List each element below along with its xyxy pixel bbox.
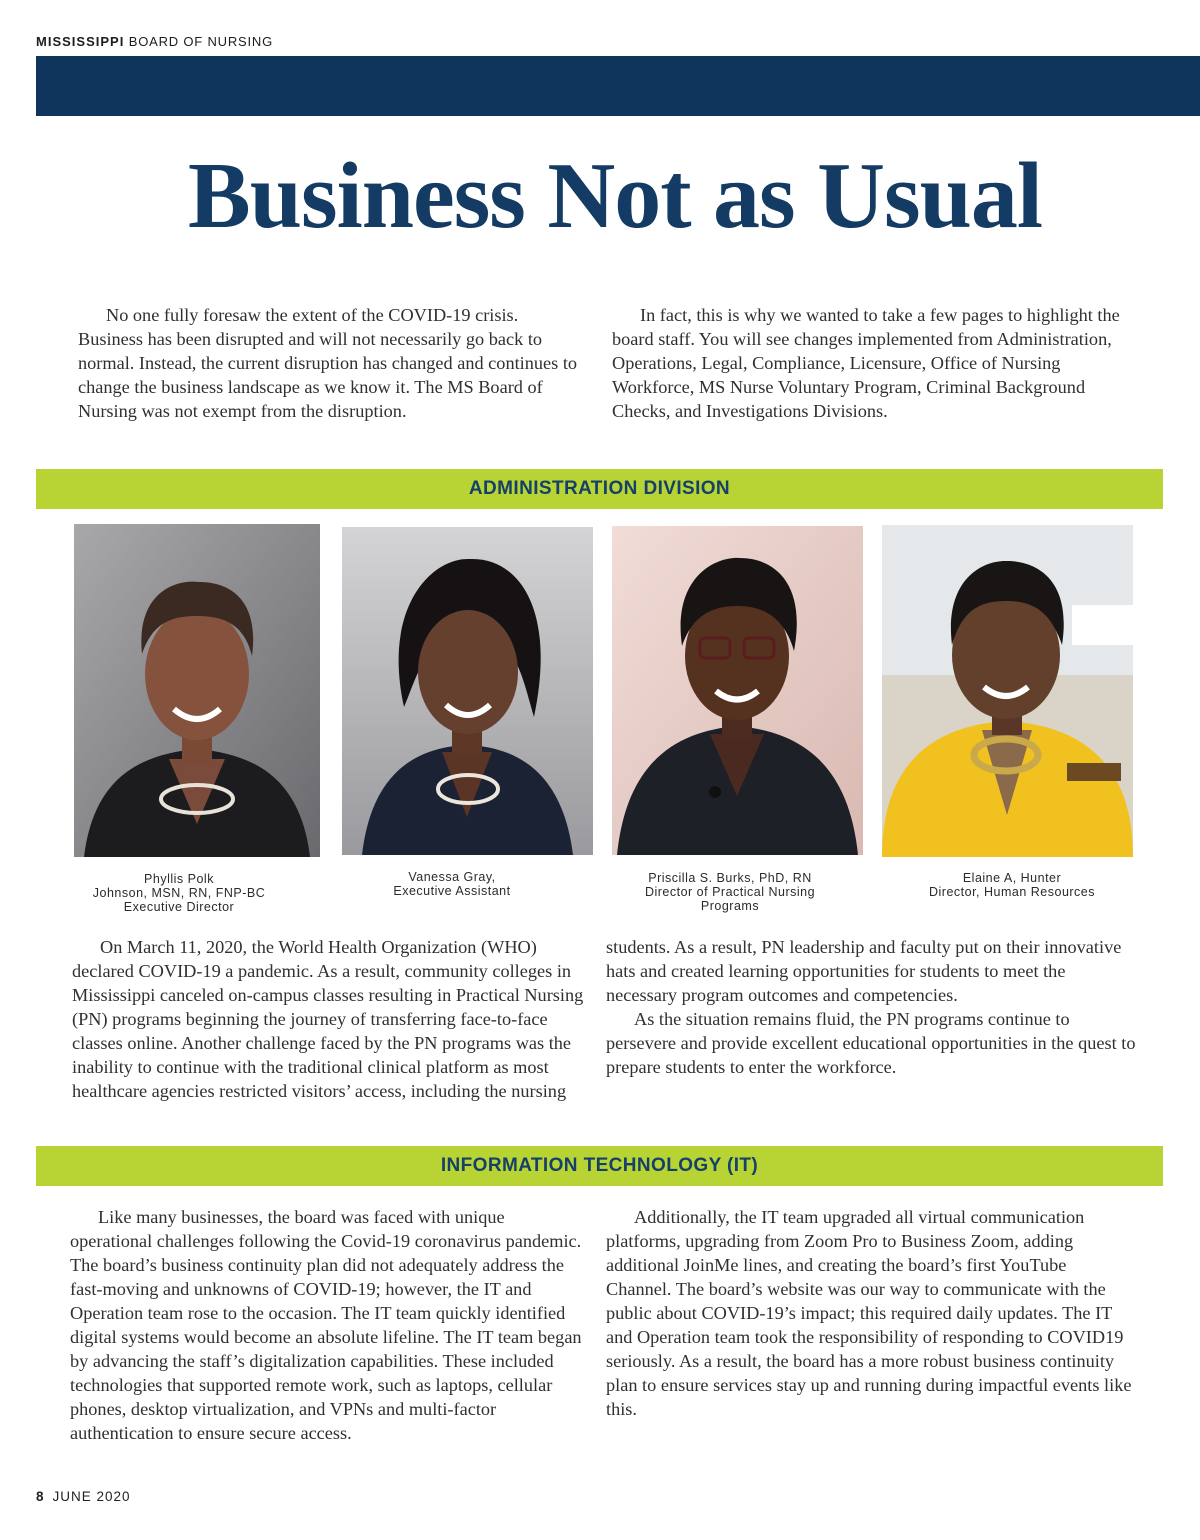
caption-line: Director, Human Resources [928, 885, 1096, 899]
it-body-left-text: Like many businesses, the board was faced with unique operational challenges following the Covid-19 coronavirus pandemic. The board’s business continuity plan did not adequately address the fast-moving and unknowns of COVID-19; however, the IT and Operation team rose to the occasion. The IT team quickly identified digital systems would become an absolute lifeline. The IT team began by advancing the staff’s digitalization capabilities. These included technologies that supported remote work, such as laptops, cellular phones, desktop virtualization, and VPNs and multi-factor authentication to ensure secure access. [70, 1207, 582, 1443]
section-header-administration [36, 469, 1163, 509]
admin-body-left [72, 935, 586, 1103]
masthead-org: BOARD OF NURSING [128, 34, 273, 49]
masthead-state: MISSISSIPPI [36, 34, 125, 49]
admin-body-right-paragraph: As the situation remains fluid, the PN programs continue to persevere and provide excellent educational opportunities in the quest to prepare students to enter the workforce. [606, 1009, 1136, 1077]
caption-line: Elaine A, Hunter [962, 871, 1062, 885]
section-title-it: INFORMATION TECHNOLOGY (IT) [440, 1155, 759, 1176]
portrait-vanessa-gray [342, 527, 593, 855]
it-body-right-text: Additionally, the IT team upgraded all virtual communication platforms, upgrading from Zoom Pro to Business Zoom, adding additional JoinMe lines, and creating the board’s first YouTube Channel. The board’s website was our way to communicate with the public about COVID-19’s impact; this required daily updates. The IT and Operation team took the responsibility of responding to COVID19 seriously. As a result, the board has a more robust business continuity plan to ensure services stay up and running during impactful events like this. [606, 1207, 1132, 1419]
caption-line: Executive Director [123, 900, 235, 914]
portrait-priscilla-burks [612, 526, 863, 855]
caption-line: Johnson, MSN, RN, FNP-BC [92, 886, 266, 900]
page-title: Business Not as Usual [188, 144, 1042, 248]
header-band [36, 56, 1200, 116]
caption-elaine-hunter [901, 871, 1123, 899]
caption-line: Executive Assistant [393, 884, 511, 898]
admin-body-right-continued: students. As a result, PN leadership and faculty put on their innovative hats and created learning opportunities for students to meet the necessary program outcomes and competencies. [606, 937, 1122, 1005]
intro-right [612, 303, 1127, 423]
caption-line: Phyllis Polk [144, 872, 214, 886]
caption-phyllis-polk-johnson [59, 872, 299, 914]
admin-body-left-text: On March 11, 2020, the World Health Organization (WHO) declared COVID-19 a pandemic. As a result, community colleges in Mississippi canceled on-campus classes resulting in Practical Nursing (PN) programs beginning the journey of transferring face-to-face classes online. Another challenge faced by the PN programs was the inability to continue with the traditional clinical platform as most healthcare agencies restricted visitors’ access, including the nursing [72, 937, 584, 1101]
caption-vanessa-gray [337, 870, 567, 898]
masthead [36, 34, 273, 49]
issue-date: JUNE 2020 [52, 1489, 131, 1504]
portrait-elaine-hunter [882, 525, 1133, 857]
it-body-right [606, 1205, 1136, 1421]
caption-line: Priscilla S. Burks, PhD, RN [648, 871, 812, 885]
it-body-left [70, 1205, 590, 1445]
page-footer [36, 1489, 131, 1504]
page-number: 8 [36, 1489, 45, 1504]
caption-priscilla-burks [605, 871, 855, 913]
caption-line: Vanessa Gray, [408, 870, 496, 884]
intro-right-text: In fact, this is why we wanted to take a few pages to highlight the board staff. You will see changes implemented from Administration, Operations, Legal, Compliance, Licensure, Office of Nursing Workforce, MS Nurse Voluntary Program, Criminal Background Checks, and Investigations Divisions. [612, 305, 1120, 421]
caption-line: Director of Practical Nursing [644, 885, 816, 899]
portrait-phyllis-polk-johnson [74, 524, 320, 857]
section-header-it [36, 1146, 1163, 1186]
section-title-administration: ADMINISTRATION DIVISION [468, 478, 731, 499]
intro-left [78, 303, 583, 423]
admin-body-right [606, 935, 1136, 1079]
caption-line: Programs [700, 899, 760, 913]
intro-left-text: No one fully foresaw the extent of the COVID-19 crisis. Business has been disrupted and will not necessarily go back to normal. Instead, the current disruption has changed and continues to change the business landscape as we know it. The MS Board of Nursing was not exempt from the disruption. [78, 305, 578, 421]
